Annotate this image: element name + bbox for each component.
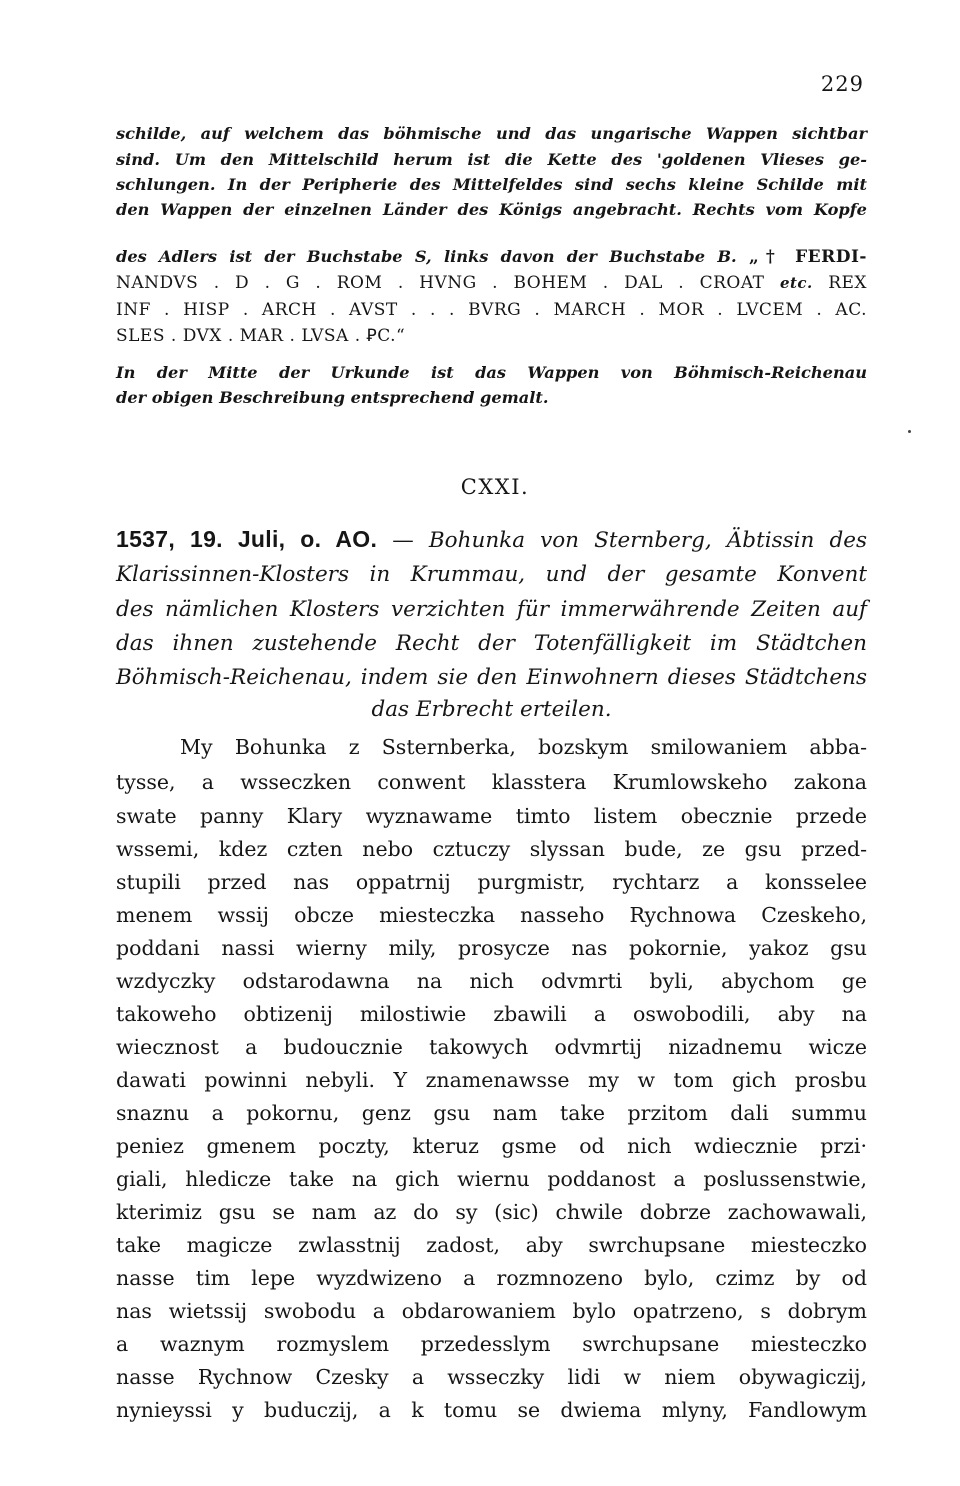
- text-line: tysse, a wsseczken conwent klasstera Krumlowskeho zakona: [116, 770, 867, 794]
- document-number: CXXI.: [460, 475, 530, 499]
- text-line: a waznym rozmyslem przedesslym swrchupsane miesteczko: [116, 1332, 867, 1356]
- text-line: swate panny Klary wyznawame timto listem obecznie przede: [116, 804, 867, 828]
- text-line: snaznu a pokornu, genz gsu nam take przitom dali summu: [116, 1101, 867, 1125]
- regest-line: des nämlichen Klosters verzichten für immerwährende Zeiten auf: [116, 597, 867, 622]
- document-date: 1537, 19. Juli, o. AO.: [116, 526, 378, 552]
- text-line: wzdyczky odstarodawna na nich odvmrti byli, abychom ge: [116, 969, 867, 993]
- note-line-text: des Adlers ist der Buchstabe S, links davon der Buchstabe B.: [116, 247, 737, 266]
- regest-line: Böhmisch-Reichenau, indem sie den Einwohnern dieses Städtchens: [116, 665, 867, 690]
- text-line: take magicze zwlasstnij zadost, aby swrchupsane miesteczko: [116, 1233, 867, 1257]
- text-line: dawati powinni nebyli. Y znamenawsse my w tom gich prosbu: [116, 1068, 867, 1092]
- note-line: der obigen Beschreibung entsprechend gemalt.: [116, 388, 549, 407]
- regest-line: Klarissinnen-Klosters in Krummau, und der gesamte Konvent: [116, 562, 867, 587]
- page-number: 229: [820, 72, 864, 96]
- text-line: poddani nassi wierny mily, prosycze nas pokornie, yakoz gsu: [116, 936, 867, 960]
- text-line: takoweho obtizenij milostiwie zbawili a oswobodili, aby na: [116, 1002, 867, 1026]
- regest-line: das ihnen zustehende Recht der Totenfälligkeit im Städtchen: [116, 631, 867, 656]
- text-line: nasse tim lepe wyzdwizeno a rozmnozeno bylo, czimz by od: [116, 1266, 867, 1290]
- inscription-line: SLES . DVX . MAR . LVSA . ꝐC.“: [116, 326, 406, 346]
- text-line: peniez gmenem poczty, kteruz gsme od nich wdiecznie przi·: [116, 1134, 867, 1158]
- regest-line: [116, 521, 867, 557]
- note-line: sind. Um den Mittelschild herum ist die Kette des 'goldenen Vlieses ge-: [116, 150, 867, 169]
- text-line: stupili przed nas oppatrnij purgmistr, rychtarz a konsselee: [116, 870, 867, 894]
- speck: [908, 430, 911, 433]
- dash: —: [392, 528, 414, 553]
- text-line: wiecznost a budoucznie takowych odvmrtij nizadnemu wicze: [116, 1035, 867, 1059]
- note-line: schilde, auf welchem das böhmische und das ungarische Wappen sichtbar: [116, 124, 867, 143]
- note-line: In der Mitte der Urkunde ist das Wappen von Böhmisch-Reichenau: [116, 363, 867, 382]
- regest-line: das Erbrecht erteilen.: [371, 697, 612, 722]
- note-line: den Wappen der einzelnen Länder des Königs angebracht. Rechts vom Kopfe: [116, 200, 867, 219]
- inscription-start: „† FERDI-: [748, 247, 867, 267]
- inscription-text: NANDVS . D . G . ROM . HVNG . BOHEM . DAL . CROAT: [116, 273, 765, 293]
- inscription-rex: REX: [828, 273, 868, 293]
- text-line: kterimiz gsu se nam az do sy (sic) chwile dobrze zachowawali,: [116, 1200, 867, 1224]
- text-line: giali, hledicze take na gich wiernu poddanost a poslussenstwie,: [116, 1167, 867, 1191]
- note-line: schlungen. In der Peripherie des Mittelfeldes sind sechs kleine Schilde mit: [116, 175, 867, 194]
- inscription-line: INF . HISP . ARCH . AVST . . . BVRG . MARCH . MOR . LVCEM . AC.: [116, 300, 867, 320]
- inscription-etc: etc.: [779, 274, 813, 292]
- text-line: nas wietssij swobodu a obdarowaniem bylo opatrzeno, s dobrym: [116, 1299, 867, 1323]
- note-line: [116, 244, 867, 270]
- inscription-line: [116, 270, 867, 296]
- regest-text: Bohunka von Sternberg, Äbtissin des: [428, 528, 867, 553]
- text-line: My Bohunka z Ssternberka, bozskym smilowaniem abba-: [180, 735, 867, 759]
- text-line: nasse Rychnow Czesky a wsseczky lidi w niem obywagiczij,: [116, 1365, 867, 1389]
- text-line: wssemi, kdez czten nebo cztuczy slyssan bude, ze gsu przed-: [116, 837, 867, 861]
- text-line: nynieyssi y buduczij, a k tomu se dwiema mlyny, Fandlowym: [116, 1398, 867, 1422]
- text-line: menem wssij obcze miesteczka nasseho Rychnowa Czeskeho,: [116, 903, 867, 927]
